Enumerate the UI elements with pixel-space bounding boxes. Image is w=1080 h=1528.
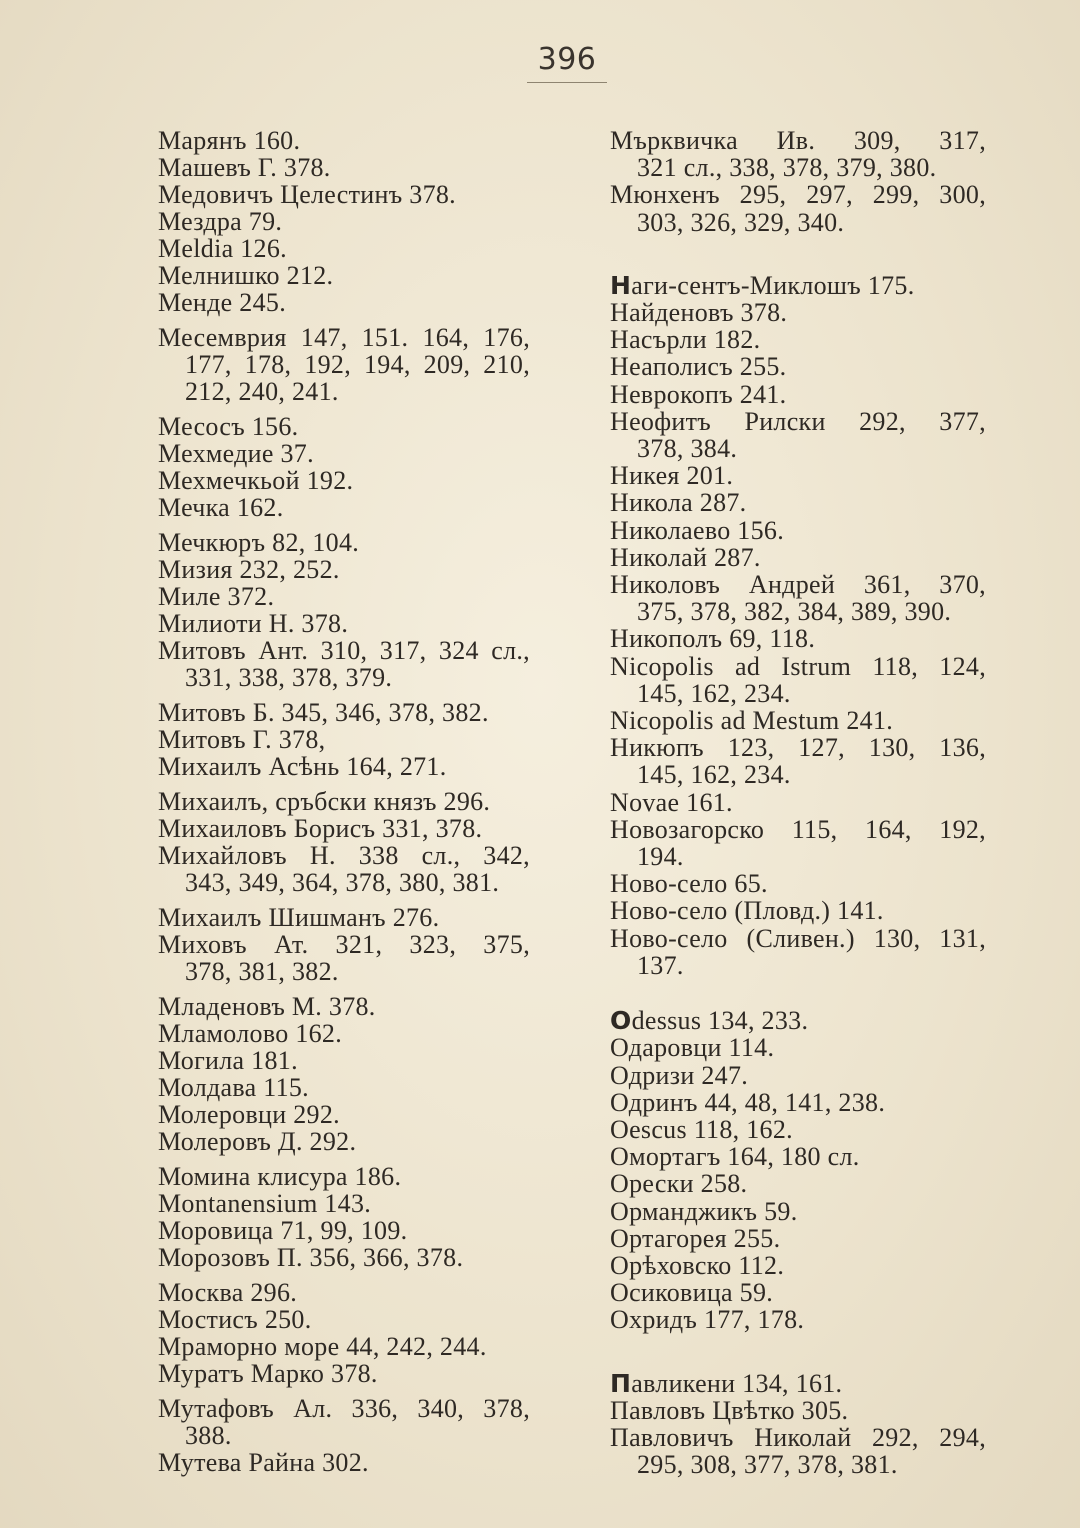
index-entry	[158, 1217, 530, 1244]
index-entry	[610, 625, 986, 652]
index-entry	[610, 1424, 986, 1478]
index-entry	[610, 299, 986, 326]
index-entry	[610, 734, 986, 788]
entry-line: Мутафовъ Ал. 336, 340, 378,	[158, 1394, 530, 1423]
section-initial: П	[610, 1368, 632, 1398]
entry-line: Oescus 118, 162.	[610, 1114, 793, 1144]
entry-line: 375, 378, 382, 384, 389, 390.	[637, 597, 952, 627]
index-entry	[610, 816, 986, 870]
index-entry	[610, 181, 986, 235]
entry-line: Meldia 126.	[158, 234, 287, 263]
index-entry	[158, 440, 530, 467]
index-entry	[610, 127, 986, 181]
entry-line: Мечка 162.	[158, 493, 284, 522]
entry-line: Nicopolis ad Mestum 241.	[610, 706, 894, 736]
index-entry	[158, 181, 530, 208]
entry-line: Орѣховско 112.	[610, 1250, 785, 1280]
entry-line: Мламолово 162.	[158, 1019, 343, 1048]
index-entry	[158, 154, 530, 181]
index-entry	[610, 1198, 986, 1225]
index-entry	[610, 462, 986, 489]
index-entry	[610, 1116, 986, 1143]
section-initial: O	[610, 1006, 632, 1036]
entry-line: Молеровци 292.	[158, 1100, 340, 1129]
index-entry	[610, 1089, 986, 1116]
entry-line: Ортагорея 255.	[610, 1223, 781, 1253]
entry-line: Мостисъ 250.	[158, 1305, 312, 1334]
entry-line: Медовичъ Целестинъ 378.	[158, 180, 456, 209]
index-entry	[158, 815, 530, 842]
index-entry	[610, 1397, 986, 1424]
entry-line: 388.	[185, 1421, 232, 1450]
index-entry	[158, 1449, 530, 1476]
entry-line: Никюпъ 123, 127, 130, 136,	[610, 733, 986, 763]
entry-line: Мехмечкьой 192.	[158, 466, 354, 495]
entry-line: 145, 162, 234.	[637, 760, 791, 790]
entry-line: 145, 162, 234.	[637, 678, 791, 708]
index-entry	[610, 1370, 986, 1397]
section-initial: Н	[610, 270, 632, 300]
index-entry	[158, 993, 530, 1020]
index-entry	[158, 1306, 530, 1333]
index-entry	[158, 788, 530, 815]
entry-line: Митовъ Ант. 310, 317, 324 сл.,	[158, 636, 530, 665]
index-entry	[610, 408, 986, 462]
entry-line: Новозагорско 115, 164, 192,	[610, 814, 986, 844]
index-entry	[610, 1252, 986, 1279]
index-entry	[610, 353, 986, 380]
index-entry	[158, 904, 530, 931]
index-entry	[158, 842, 530, 896]
index-entry	[158, 1244, 530, 1271]
index-entry	[610, 571, 986, 625]
entry-line: Моровица 71, 99, 109.	[158, 1216, 408, 1245]
entry-line: 321 сл., 338, 378, 379, 380.	[637, 153, 937, 183]
entry-line: Орманджикъ 59.	[610, 1196, 798, 1226]
entry-line: Месемврия 147, 151. 164, 176,	[158, 323, 530, 352]
index-entry	[158, 1020, 530, 1047]
entry-line: Михаиловъ Борисъ 331, 378.	[158, 814, 483, 843]
entry-line: Машевъ Г. 378.	[158, 153, 331, 182]
entry-line: 137.	[637, 950, 684, 980]
entry-line: Миховъ Ат. 321, 323, 375,	[158, 930, 530, 959]
entry-line: Омортагъ 164, 180 сл.	[610, 1142, 860, 1172]
index-entry	[158, 208, 530, 235]
index-entry	[158, 1395, 530, 1449]
entry-line: Никополъ 69, 118.	[610, 624, 816, 654]
entry-line: Осиковица 59.	[610, 1278, 774, 1308]
entry-line: Мехмедие 37.	[158, 439, 314, 468]
index-entry	[158, 1190, 530, 1217]
index-entry	[158, 262, 530, 289]
index-entry	[158, 1333, 530, 1360]
index-column-right	[610, 127, 986, 1478]
entry-line: Охридъ 177, 178.	[610, 1305, 805, 1335]
index-entry	[610, 544, 986, 571]
index-entry	[158, 1360, 530, 1387]
index-entry	[610, 925, 986, 979]
entry-line: Неврокопъ 241.	[610, 379, 787, 409]
entry-line: Морозовъ П. 356, 366, 378.	[158, 1243, 464, 1272]
index-entry	[610, 1143, 986, 1170]
index-entry	[610, 517, 986, 544]
index-entry	[610, 870, 986, 897]
entry-line: Михаилъ Шишманъ 276.	[158, 903, 440, 932]
entry-line: 212, 240, 241.	[185, 377, 339, 406]
index-entry	[610, 326, 986, 353]
entry-line: Никола 287.	[610, 488, 747, 518]
index-entry	[158, 1074, 530, 1101]
entry-line: Николай 287.	[610, 542, 761, 572]
index-entry	[158, 637, 530, 691]
entry-line	[610, 1370, 986, 1397]
entry-line: Неофитъ Рилски 292, 377,	[610, 406, 986, 436]
entry-line: Митовъ Б. 345, 346, 378, 382.	[158, 698, 489, 727]
entry-line: Мелнишко 212.	[158, 261, 334, 290]
entry-line: Одризи 247.	[610, 1060, 749, 1090]
index-entry	[610, 1225, 986, 1252]
index-entry	[158, 931, 530, 985]
entry-line: Младеновъ М. 378.	[158, 992, 376, 1021]
entry-line: Могила 181.	[158, 1046, 298, 1075]
entry-line: Месосъ 156.	[158, 412, 299, 441]
entry-line: Неаполисъ 255.	[610, 352, 787, 382]
entry-line: Николовъ Андрей 361, 370,	[610, 570, 986, 600]
entry-line: 303, 326, 329, 340.	[637, 207, 845, 237]
index-entry	[158, 1047, 530, 1074]
index-entry	[610, 897, 986, 924]
entry-line: Мраморно море 44, 242, 244.	[158, 1332, 487, 1361]
entry-line: Павловъ Цвѣтко 305.	[610, 1395, 849, 1425]
entry-line	[610, 272, 986, 299]
index-entry	[610, 381, 986, 408]
entry-line: Novae 161.	[610, 787, 733, 817]
entry-line: Павловичъ Николай 292, 294,	[610, 1422, 986, 1452]
index-entry	[158, 753, 530, 780]
entry-line: Молдава 115.	[158, 1073, 309, 1102]
entry-line: Муратъ Марко 378.	[158, 1359, 378, 1388]
entry-line: Михаилъ, сръбски князъ 296.	[158, 787, 491, 816]
entry-line: Ново-село 65.	[610, 869, 768, 899]
entry-line: Михаилъ Асѣнь 164, 271.	[158, 752, 447, 781]
index-entry	[158, 1128, 530, 1155]
entry-line: 378, 381, 382.	[185, 957, 339, 986]
entry-line: 378, 384.	[637, 434, 738, 464]
index-entry	[158, 556, 530, 583]
index-entry	[158, 413, 530, 440]
index-entry	[610, 1170, 986, 1197]
entry-line: 343, 349, 364, 378, 380, 381.	[185, 868, 500, 897]
index-entry	[610, 653, 986, 707]
entry-line: Мърквичка Ив. 309, 317,	[610, 126, 986, 155]
index-entry	[610, 272, 986, 299]
index-entry	[610, 1306, 986, 1333]
entry-line: Орески 258.	[610, 1169, 748, 1199]
entry-line: Одаровци 114.	[610, 1033, 775, 1063]
index-entry	[158, 529, 530, 556]
entry-text: авликени 134, 161.	[631, 1368, 843, 1398]
entry-line: 331, 338, 378, 379.	[185, 663, 393, 692]
index-entry	[158, 235, 530, 262]
index-entry	[610, 1279, 986, 1306]
entry-line: 177, 178, 192, 194, 209, 210,	[185, 350, 530, 379]
index-entry	[158, 1101, 530, 1128]
entry-line: Михайловъ Н. 338 сл., 342,	[158, 841, 530, 870]
entry-line: Мизия 232, 252.	[158, 555, 340, 584]
index-entry	[158, 1279, 530, 1306]
index-entry	[610, 489, 986, 516]
index-entry	[158, 494, 530, 521]
entry-line: Найденовъ 378.	[610, 298, 788, 328]
entry-line: 295, 308, 377, 378, 381.	[637, 1450, 898, 1480]
index-entry	[158, 1163, 530, 1190]
page-number: 396	[537, 42, 597, 77]
entry-line: Момина клисура 186.	[158, 1162, 402, 1191]
entry-line: Мечкюръ 82, 104.	[158, 528, 360, 557]
page-number-rule	[527, 82, 607, 83]
entry-line: Мутева Райна 302.	[158, 1448, 369, 1477]
entry-line: Мюнхенъ 295, 297, 299, 300,	[610, 180, 986, 210]
entry-line	[610, 1007, 986, 1034]
index-entry	[158, 324, 530, 405]
entry-line: Nicopolis ad Istrum 118, 124,	[610, 651, 986, 681]
entry-line: Митовъ Г. 378,	[158, 725, 326, 754]
entry-line: Одринъ 44, 48, 141, 238.	[610, 1087, 886, 1117]
index-entry	[158, 610, 530, 637]
entry-line: Montanensium 143.	[158, 1189, 372, 1218]
index-entry	[610, 1007, 986, 1034]
entry-line: Ново-село (Сливен.) 130, 131,	[610, 923, 986, 953]
entry-line: Николаево 156.	[610, 515, 785, 545]
entry-text: dessus 134, 233.	[631, 1006, 809, 1036]
entry-line: Никея 201.	[610, 461, 734, 491]
entry-line: Милиоти Н. 378.	[158, 609, 349, 638]
entry-line: Миле 372.	[158, 582, 275, 611]
index-entry	[158, 289, 530, 316]
entry-line: Ново-село (Пловд.) 141.	[610, 896, 884, 926]
entry-line: Марянъ 160.	[158, 126, 301, 155]
entry-line: Менде 245.	[158, 288, 286, 317]
entry-line: 194.	[637, 842, 684, 872]
index-entry	[158, 726, 530, 753]
entry-text: аги-сентъ-Миклошъ 175.	[631, 270, 915, 300]
index-entry	[610, 1062, 986, 1089]
entry-line: Мездра 79.	[158, 207, 283, 236]
entry-line: Москва 296.	[158, 1278, 298, 1307]
index-entry	[158, 583, 530, 610]
entry-line: Насърли 182.	[610, 325, 761, 355]
index-entry	[610, 789, 986, 816]
index-entry	[158, 467, 530, 494]
index-entry	[158, 127, 530, 154]
index-entry	[158, 699, 530, 726]
entry-line: Молеровъ Д. 292.	[158, 1127, 357, 1156]
index-column-left	[158, 127, 530, 1476]
index-entry	[610, 707, 986, 734]
index-entry	[610, 1034, 986, 1061]
